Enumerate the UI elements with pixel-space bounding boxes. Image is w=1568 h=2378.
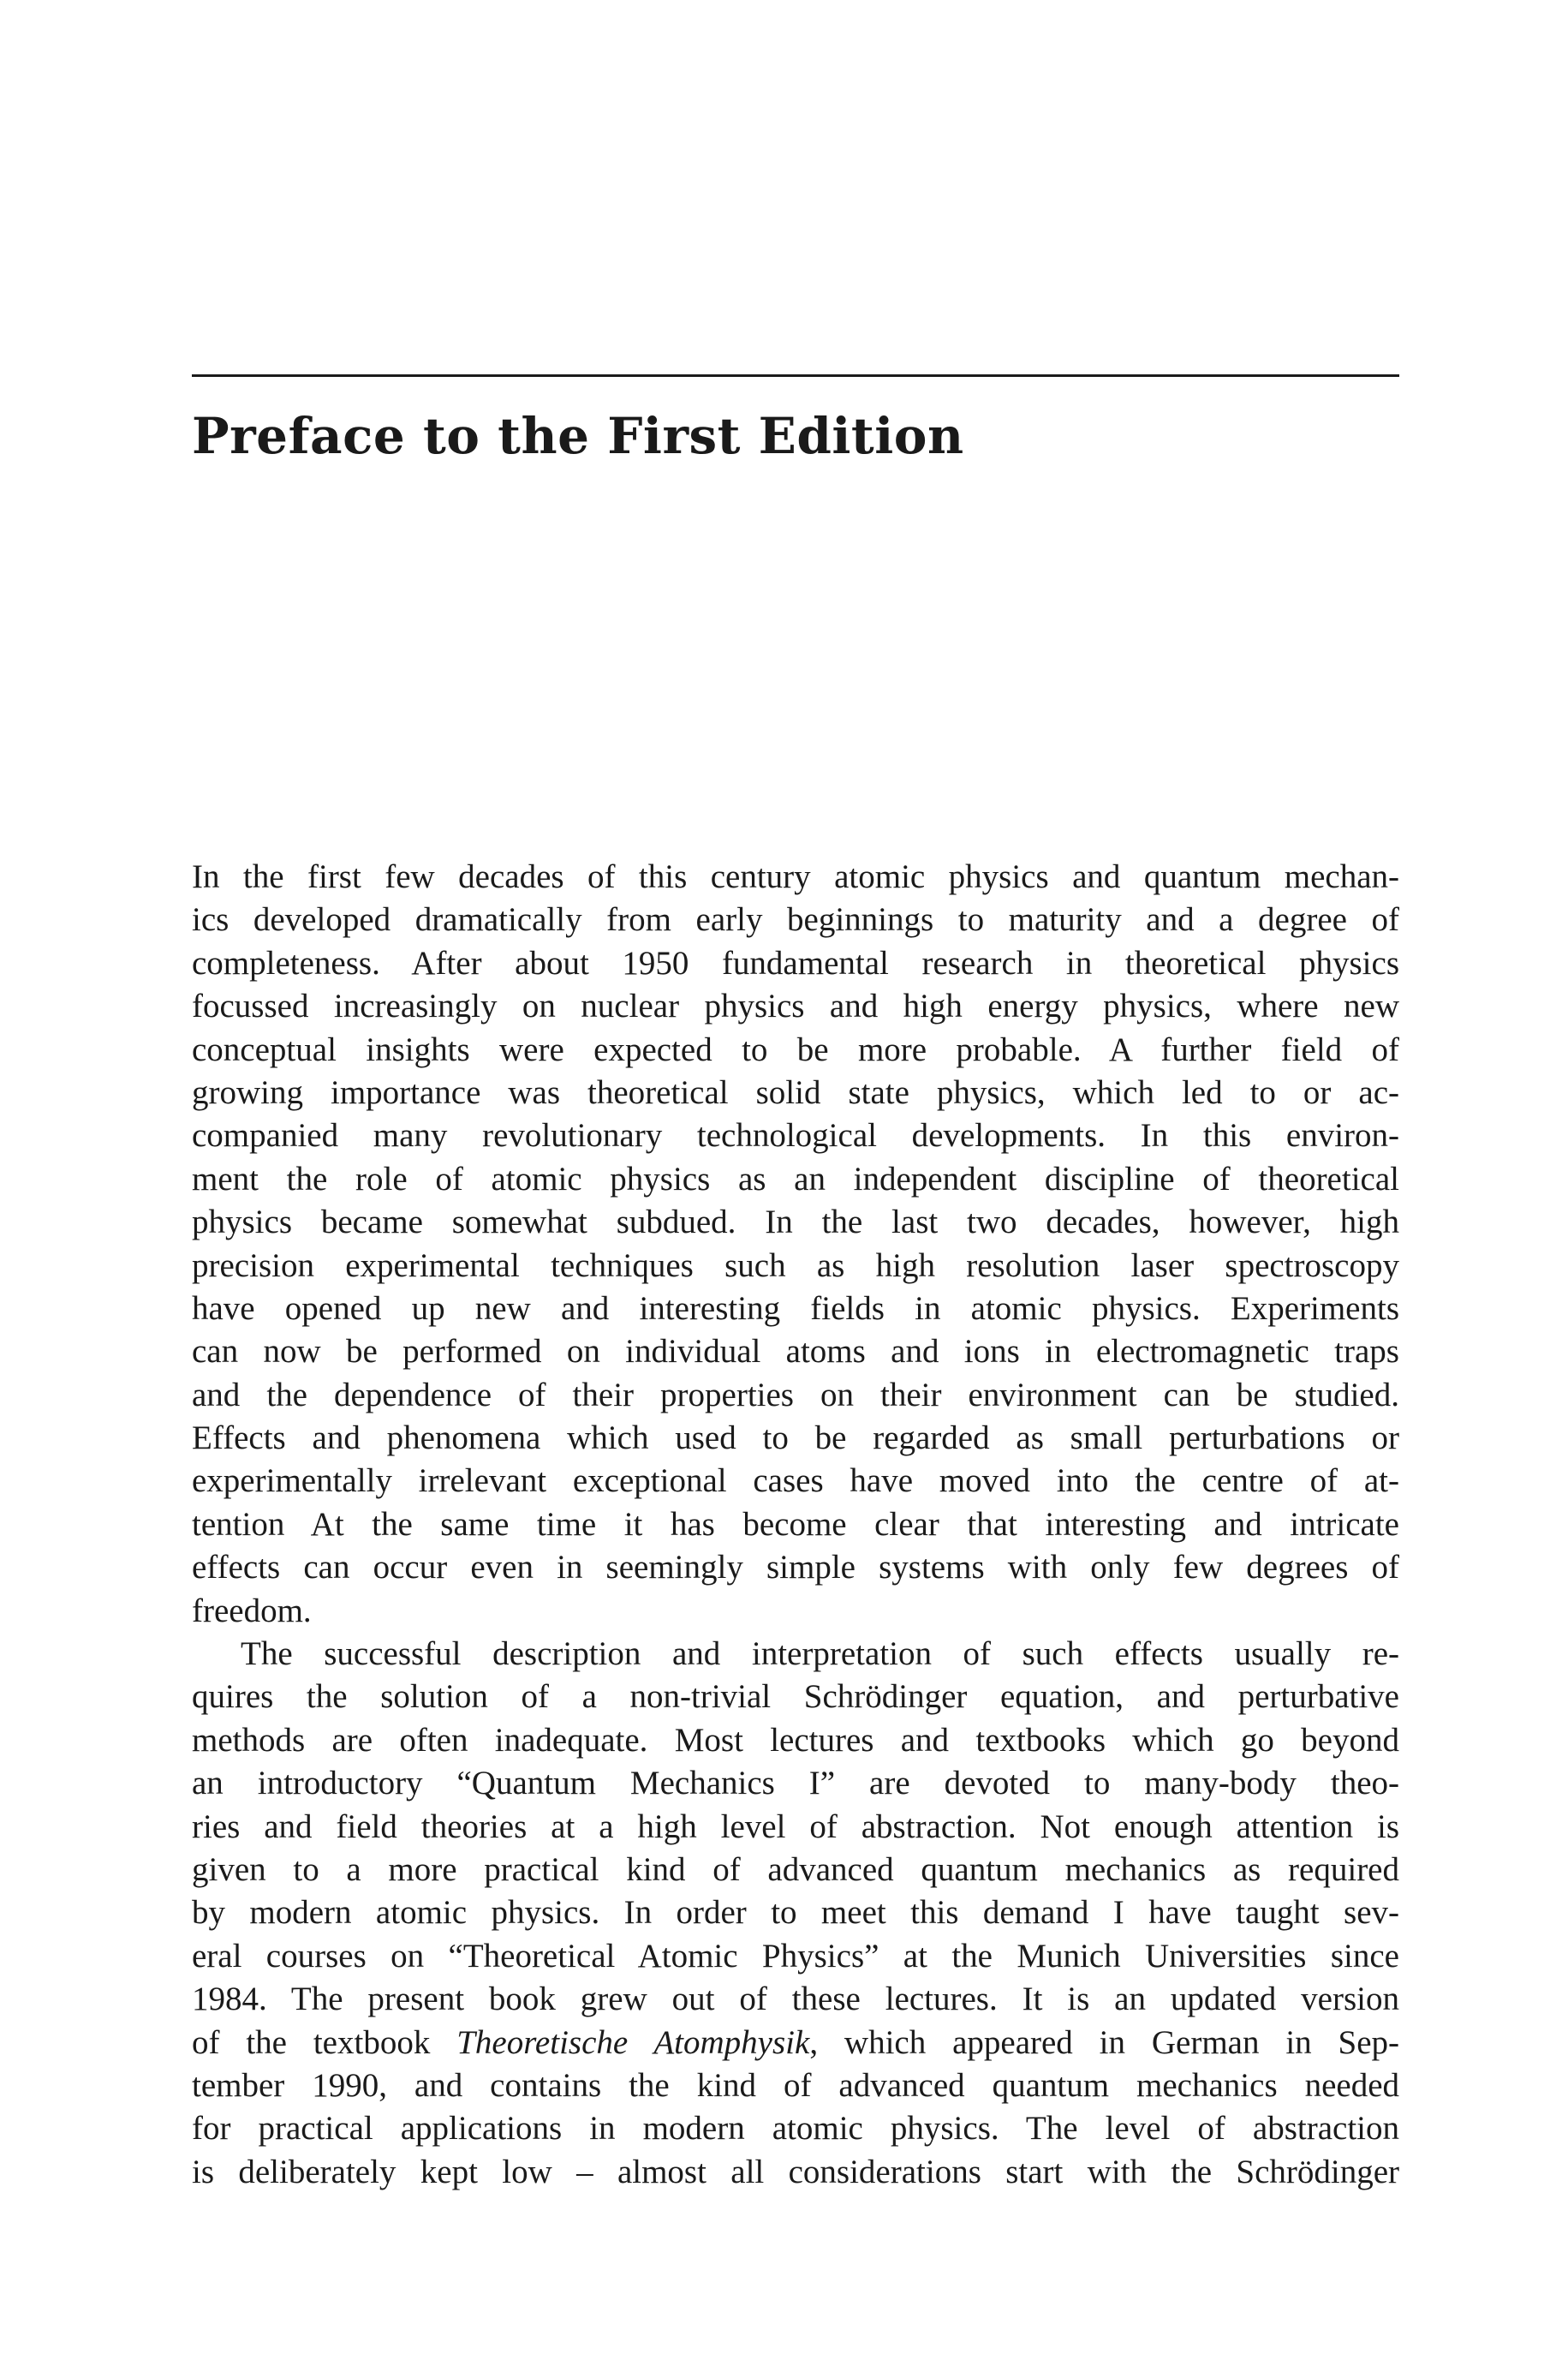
text-line: is deliberately kept low – almost all considerations start with the Schrödinger bbox=[192, 2153, 1399, 2190]
text-line: experimentally irrelevant exceptional cases have moved into the centre of at- bbox=[192, 1462, 1399, 1500]
preface-body bbox=[192, 856, 1399, 2194]
text-line: ment the role of atomic physics as an independent discipline of theoretical bbox=[192, 1160, 1399, 1198]
text-line: growing importance was theoretical solid state physics, which led to or ac- bbox=[192, 1073, 1399, 1111]
text-line: Effects and phenomena which used to be regarded as small perturbations or bbox=[192, 1419, 1399, 1457]
text-line: freedom. bbox=[192, 1592, 312, 1629]
text-line: and the dependence of their properties on their environment can be studied. bbox=[192, 1376, 1399, 1413]
text-line: have opened up new and interesting fields in atomic physics. Experiments bbox=[192, 1289, 1399, 1327]
text-line: ries and field theories at a high level of abstraction. Not enough attention is bbox=[192, 1807, 1399, 1845]
text-fragment: , which appeared in German in Sep- bbox=[809, 2023, 1399, 2061]
page-title: Preface to the First Edition bbox=[192, 407, 964, 465]
text-line: by modern atomic physics. In order to meet this demand I have taught sev- bbox=[192, 1894, 1399, 1932]
text-line: conceptual insights were expected to be more probable. A further field of bbox=[192, 1031, 1399, 1068]
text-line: tember 1990, and contains the kind of advanced quantum mechanics needed bbox=[192, 2066, 1399, 2104]
text-line: given to a more practical kind of advanced quantum mechanics as required bbox=[192, 1850, 1399, 1888]
text-line: eral courses on “Theoretical Atomic Physics” at the Munich Universities since bbox=[192, 1937, 1399, 1975]
text-line: tention At the same time it has become clear that interesting and intricate bbox=[192, 1505, 1399, 1543]
text-line: effects can occur even in seemingly simple systems with only few degrees of bbox=[192, 1549, 1399, 1586]
text-line: completeness. After about 1950 fundamental research in theoretical physics bbox=[192, 944, 1399, 982]
text-line: companied many revolutionary technological developments. In this environ- bbox=[192, 1117, 1399, 1155]
text-line: for practical applications in modern atomic physics. The level of abstraction bbox=[192, 2110, 1399, 2148]
header-rule bbox=[192, 374, 1399, 377]
text-line: physics became somewhat subdued. In the last two decades, however, high bbox=[192, 1204, 1399, 1241]
text-fragment: of the textbook bbox=[192, 2023, 457, 2061]
paragraph-2 bbox=[192, 1633, 1399, 2194]
text-line: quires the solution of a non-trivial Schrödinger equation, and perturbative bbox=[192, 1678, 1399, 1716]
text-line: an introductory “Quantum Mechanics I” are devoted to many-body theo- bbox=[192, 1765, 1399, 1802]
text-line: methods are often inadequate. Most lectures and textbooks which go beyond bbox=[192, 1721, 1399, 1759]
text-line-with-book-title bbox=[192, 2022, 1399, 2064]
text-line: precision experimental techniques such as high resolution laser spectroscopy bbox=[192, 1246, 1399, 1284]
text-line: can now be performed on individual atoms and ions in electromagnetic traps bbox=[192, 1333, 1399, 1371]
text-line: The successful description and interpretation of such effects usually re- bbox=[241, 1635, 1399, 1673]
text-line: In the first few decades of this century atomic physics and quantum mechan- bbox=[192, 858, 1399, 895]
paragraph-1 bbox=[192, 856, 1399, 1633]
text-line: 1984. The present book grew out of these lectures. It is an updated version bbox=[192, 1981, 1399, 2018]
text-line: focussed increasingly on nuclear physics and high energy physics, where new bbox=[192, 988, 1399, 1025]
text-line: ics developed dramatically from early beginnings to maturity and a degree of bbox=[192, 901, 1399, 939]
book-title: Theoretische Atomphysik bbox=[456, 2023, 810, 2061]
